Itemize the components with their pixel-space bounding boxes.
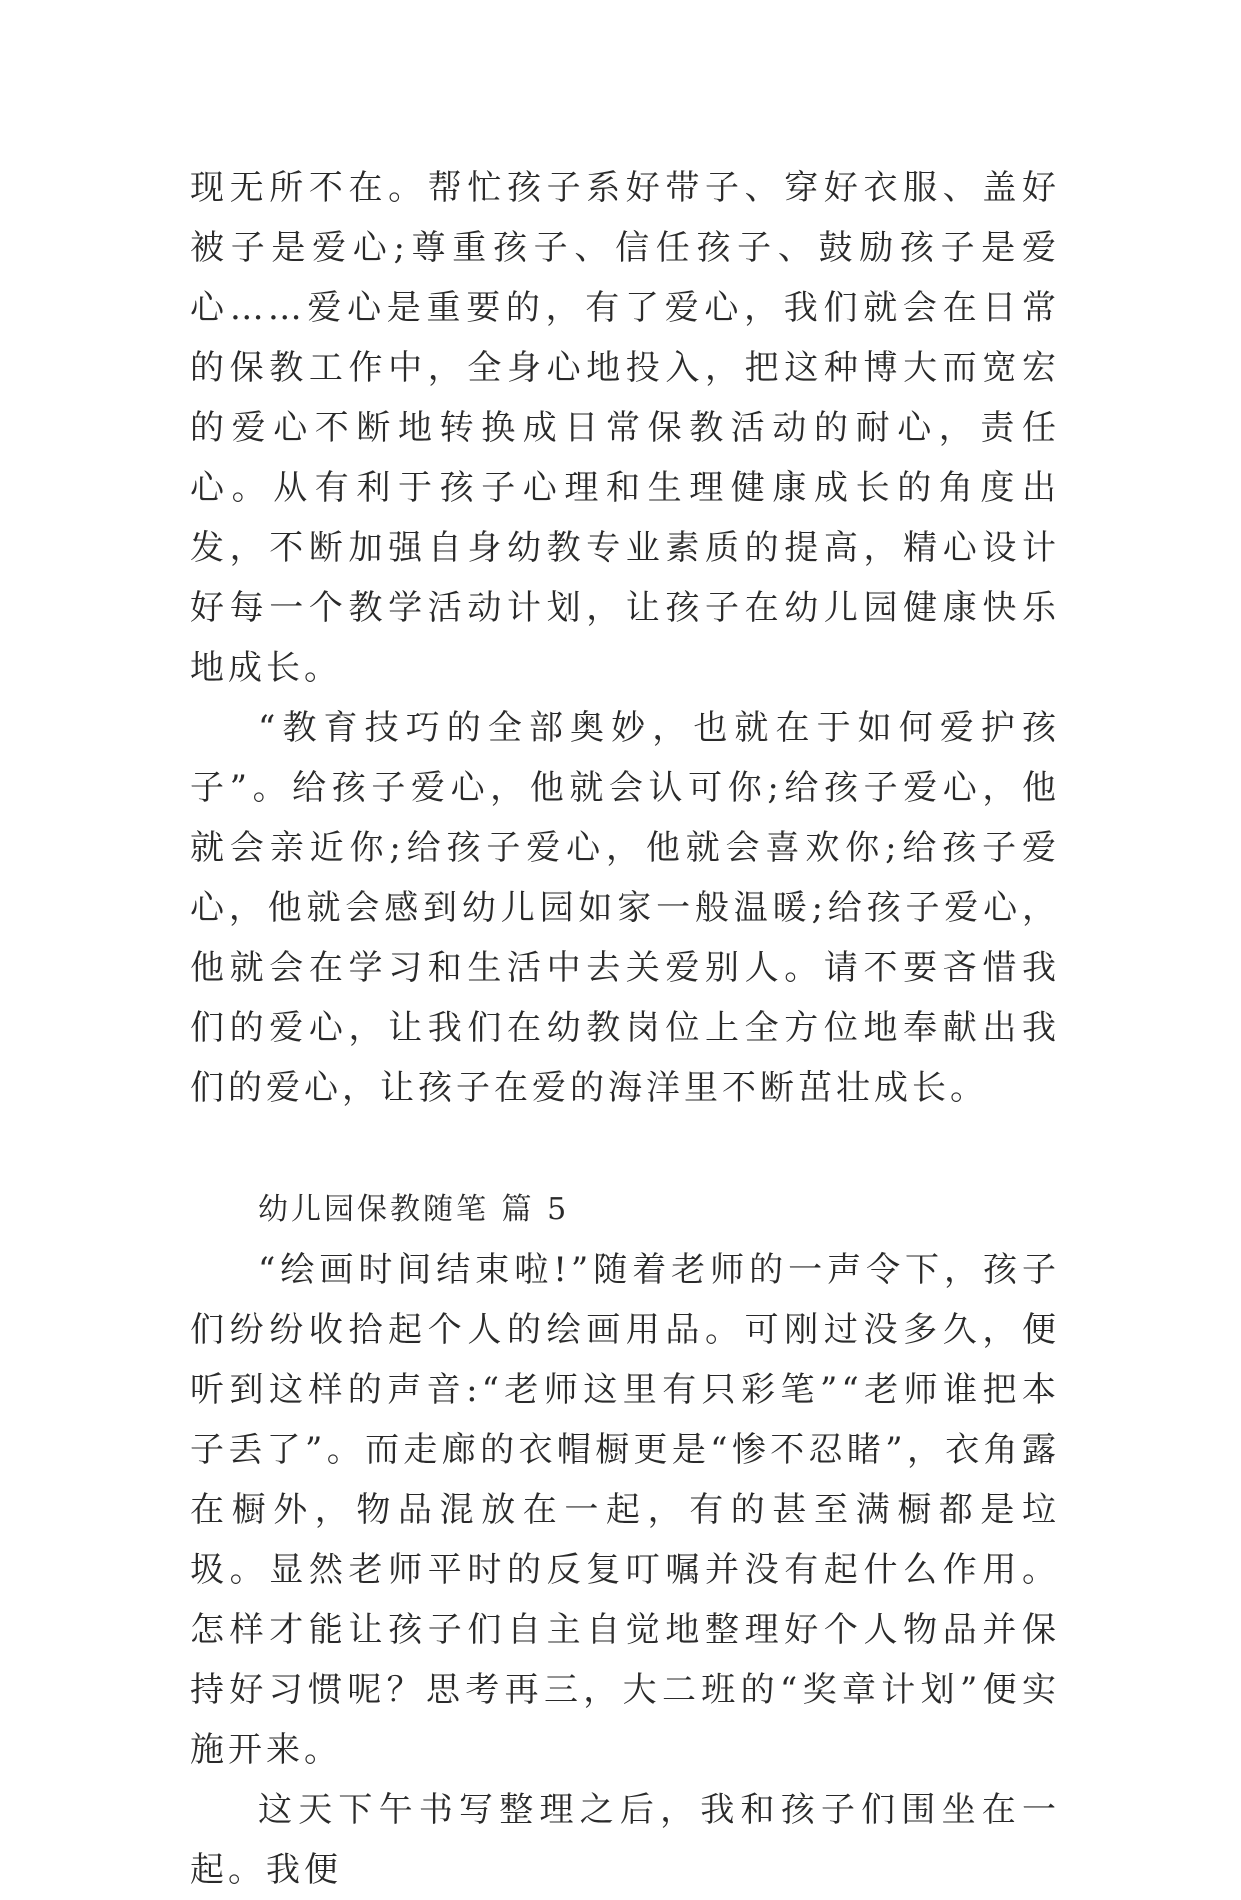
- paragraph-continued: 现无所不在。帮忙孩子系好带子、穿好衣服、盖好被子是爱心;尊重孩子、信任孩子、鼓励孩子是爱心……爱心是重要的，有了爱心，我们就会在日常的保教工作中，全身心地投入，把这种博大而宽宏的爱心不断地转换成日常保教活动的耐心，责任心。从有利于孩子心理和生理健康成长的角度出发，不断加强自身幼教专业素质的提高，精心设计好每一个教学活动计划，让孩子在幼儿园健康快乐地成长。: [190, 168, 1060, 688]
- section-heading: 幼儿园保教随笔 篇 5: [258, 1192, 570, 1227]
- document-page: [190, 158, 1060, 1900]
- section-gap: [190, 1118, 1060, 1180]
- paragraph-afternoon: 这天下午书写整理之后，我和孩子们围坐在一起。我便: [190, 1790, 1060, 1890]
- paragraph-drawing-time: “绘画时间结束啦!”随着老师的一声令下，孩子们纷纷收拾起个人的绘画用品。可刚过没多久，便听到这样的声音:“老师这里有只彩笔”“老师谁把本子丢了”。而走廊的衣帽橱更是“惨不忍睹”，衣角露在橱外，物品混放在一起，有的甚至满橱都是垃圾。显然老师平时的反复叮嘱并没有起什么作用。怎样才能让孩子们自主自觉地整理好个人物品并保持好习惯呢？思考再三，大二班的“奖章计划”便实施开来。: [190, 1250, 1060, 1770]
- paragraph-quote: “教育技巧的全部奥妙，也就在于如何爱护孩子”。给孩子爱心，他就会认可你;给孩子爱心，他就会亲近你;给孩子爱心，他就会喜欢你;给孩子爱心，他就会感到幼儿园如家一般温暖;给孩子爱心，他就会在学习和生活中去关爱别人。请不要吝惜我们的爱心，让我们在幼教岗位上全方位地奉献出我们的爱心，让孩子在爱的海洋里不断茁壮成长。: [190, 708, 1060, 1108]
